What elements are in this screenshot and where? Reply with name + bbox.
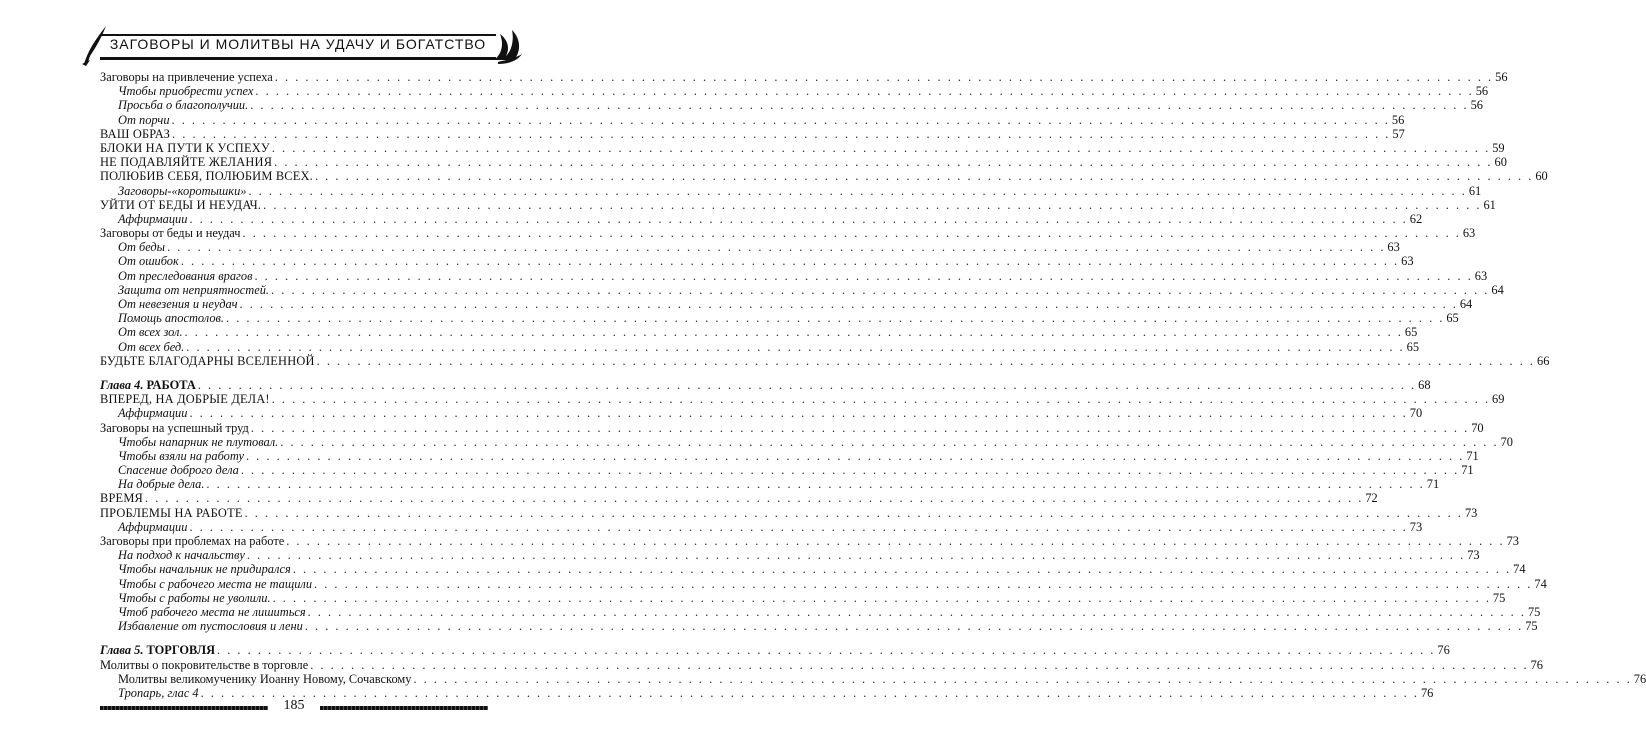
- toc-entry-title: БУДЬТЕ БЛАГОДАРНЫ ВСЕЛЕННОЙ: [100, 353, 315, 368]
- footer-rule-right: [320, 706, 488, 710]
- toc-entry: [100, 112, 1405, 127]
- toc-entry-title: Чтобы напарник не плутовал.: [118, 434, 279, 449]
- toc-entry: [100, 491, 1378, 506]
- toc-page-number: 76: [1530, 657, 1543, 672]
- toc-entry: [100, 657, 1543, 672]
- toc-page-number: 56: [1470, 98, 1483, 113]
- toc-entry-title: ПОЛЮБИВ СЕБЯ, ПОЛЮБИМ ВСЕХ.: [100, 169, 313, 184]
- dot-leader: . . . . . . . . . . . . . . . . . . . . . . . . . . . . . . . . . . . . . . . . . . . . . . . . . . . . . . . . . . . . . . . . . . . . . . . . . . . . . . . . . . . . . . . . . . . . . . . . . . . . . . . . . . . . . . . . . . . . . . . .: [250, 98, 1469, 113]
- dot-leader: . . . . . . . . . . . . . . . . . . . . . . . . . . . . . . . . . . . . . . . . . . . . . . . . . . . . . . . . . . . . . . . . . . . . . . . . . . . . . . . . . . . . . . . . . . . . . . . . . . . . . . . . . . . . . . . . . . . . . . . .: [292, 562, 1512, 577]
- toc-page-number: 75: [1525, 619, 1538, 634]
- toc-entry-title: Спасение доброго дела: [118, 463, 239, 478]
- toc-entry-title: От невезения и неудач: [118, 297, 238, 311]
- toc-entry-title: Заговоры-«коротышки»: [118, 183, 247, 198]
- dot-leader: . . . . . . . . . . . . . . . . . . . . . . . . . . . . . . . . . . . . . . . . . . . . . . . . . . . . . . . . . . . . . . . . . . . . . . . . . . . . . . . . . . . . . . . . . . . . . . . . . . . . . . . . . . . . . . . . . . . . . . . .: [244, 505, 1463, 520]
- toc-entry: [100, 98, 1483, 113]
- toc-entry-title: ВПЕРЕД, НА ДОБРЫЕ ДЕЛА!: [100, 392, 270, 407]
- toc-entry: [100, 183, 1482, 198]
- toc-entry: [100, 548, 1480, 563]
- dot-leader: . . . . . . . . . . . . . . . . . . . . . . . . . . . . . . . . . . . . . . . . . . . . . . . . . . . . . . . . . . . . . . . . . . . . . . . . . . . . . . . . . . . . . . . . . . . . . . . . . . . . . . . . . . . . . . . . . . . . . . . .: [226, 311, 1445, 326]
- toc-entry-title: Защита от неприятностей.: [118, 282, 270, 297]
- toc-page-number: 59: [1492, 140, 1505, 155]
- toc-page-number: 76: [1437, 643, 1450, 658]
- dot-leader: . . . . . . . . . . . . . . . . . . . . . . . . . . . . . . . . . . . . . . . . . . . . . . . . . . . . . . . . . . . . . . . . . . . . . . . . . . . . . . . . . . . . . . . . . . . . . . . . . . . . . . . . . . . . . . . . . . . . . . . .: [189, 211, 1408, 226]
- toc-entry: [100, 140, 1505, 155]
- chapter-title: ТОРГОВЛЯ: [146, 643, 216, 658]
- dot-leader: . . . . . . . . . . . . . . . . . . . . . . . . . . . . . . . . . . . . . . . . . . . . . . . . . . . . . . . . . . . . . . . . . . . . . . . . . . . . . . . . . . . . . . . . . . . . . . . . . . . . . . . . . . . . . . . . . . . . . . . .: [271, 392, 1491, 407]
- toc-page-number: 72: [1365, 491, 1378, 506]
- toc-entry-title: Чтобы взяли на работу: [118, 448, 244, 463]
- chapter-title: РАБОТА: [146, 377, 196, 392]
- toc-entry-title: От всех бед.: [118, 339, 185, 354]
- toc-entry: [100, 477, 1440, 492]
- toc-page-number: 69: [1492, 392, 1505, 407]
- toc-entry-title: Заговоры на успешный труд: [100, 420, 249, 435]
- toc-entry-title: От преследования врагов: [118, 268, 253, 283]
- dot-leader: . . . . . . . . . . . . . . . . . . . . . . . . . . . . . . . . . . . . . . . . . . . . . . . . . . . . . . . . . . . . . . . . . . . . . . . . . . . . . . . . . . . . . . . . . . . . . . . . . . . . . . . . . . . . . . . . . . . . . . . .: [307, 604, 1526, 619]
- toc-entry: [100, 448, 1479, 463]
- toc-entry-title: Заговоры на привлечение успеха: [100, 70, 273, 84]
- toc-page-number: 66: [1537, 353, 1550, 368]
- toc-entry-title: Просьба о благополучии.: [118, 98, 249, 113]
- toc-entry-title: Заговоры при проблемах на работе: [100, 534, 285, 548]
- toc-entry-title: Чтобы с работы не уволили.: [118, 590, 271, 605]
- dot-leader: . . . . . . . . . . . . . . . . . . . . . . . . . . . . . . . . . . . . . . . . . . . . . . . . . . . . . . . . . . . . . . . . . . . . . . . . . . . . . . . . . . . . . . . . . . . . . . . . . . . . . . . . . . . . . . . . . . . . . . . .: [263, 197, 1482, 212]
- toc-entry: [100, 434, 1513, 449]
- dot-leader: . . . . . . . . . . . . . . . . . . . . . . . . . . . . . . . . . . . . . . . . . . . . . . . . . . . . . . . . . . . . . . . . . . . . . . . . . . . . . . . . . . . . . . . . . . . . . . . . . . . . . . . . . . . . . . . . . . . . . . . .: [172, 126, 1391, 141]
- toc-entry: [100, 353, 1550, 368]
- toc-entry: [100, 671, 1646, 686]
- dot-leader: . . . . . . . . . . . . . . . . . . . . . . . . . . . . . . . . . . . . . . . . . . . . . . . . . . . . . . . . . . . . . . . . . . . . . . . . . . . . . . . . . . . . . . . . . . . . . . . . . . . . . . . . . . . . . . . . . . . . . . . .: [171, 112, 1390, 127]
- toc-page-number: 60: [1494, 155, 1507, 170]
- toc-entry: [100, 226, 1476, 241]
- toc-entry: [100, 282, 1504, 297]
- toc-entry: [100, 268, 1488, 283]
- dot-leader: . . . . . . . . . . . . . . . . . . . . . . . . . . . . . . . . . . . . . . . . . . . . . . . . . . . . . . . . . . . . . . . . . . . . . . . . . . . . . . . . . . . . . . . . . . . . . . . . . . . . . . . . . . . . . . . . . . . . . . . .: [145, 491, 1364, 506]
- toc-entry: [100, 325, 1418, 340]
- toc-page-number: 73: [1464, 505, 1478, 520]
- chapter-number: Глава 4.: [100, 377, 144, 392]
- toc-entry: [100, 534, 1519, 548]
- toc-page-number: 63: [1387, 240, 1400, 255]
- toc-entry: [100, 254, 1414, 269]
- toc-page-number: 70: [1409, 406, 1423, 421]
- toc-page-number: 74: [1513, 562, 1526, 577]
- dot-leader: . . . . . . . . . . . . . . . . . . . . . . . . . . . . . . . . . . . . . . . . . . . . . . . . . . . . . . . . . . . . . . . . . . . . . . . . . . . . . . . . . . . . . . . . . . . . . . . . . . . . . . . . . . . . . . . . . . . . . . . .: [167, 240, 1386, 255]
- toc-page-number: 71: [1426, 477, 1440, 492]
- running-header: [80, 22, 520, 66]
- toc-entry-title: Помощь апостолов.: [118, 311, 225, 326]
- toc-entry: [100, 619, 1538, 634]
- toc-entry-title: [100, 378, 196, 392]
- dot-leader: . . . . . . . . . . . . . . . . . . . . . . . . . . . . . . . . . . . . . . . . . . . . . . . . . . . . . . . . . . . . . . . . . . . . . . . . . . . . . . . . . . . . . . . . . . . . . . . . . . . . . . . . . . . . . . . . . . . . . . . .: [271, 282, 1490, 297]
- toc-entry: [100, 604, 1541, 619]
- toc-page-number: 73: [1506, 534, 1519, 548]
- dot-leader: . . . . . . . . . . . . . . . . . . . . . . . . . . . . . . . . . . . . . . . . . . . . . . . . . . . . . . . . . . . . . . . . . . . . . . . . . . . . . . . . . . . . . . . . . . . . . . . . . . . . . . . . . . . . . . . . . . . . . . . .: [314, 576, 1533, 591]
- toc-entry-title: От всех зол.: [118, 325, 183, 340]
- toc-page-number: 61: [1483, 197, 1496, 212]
- table-of-contents: [100, 70, 1646, 700]
- dot-leader: . . . . . . . . . . . . . . . . . . . . . . . . . . . . . . . . . . . . . . . . . . . . . . . . . . . . . . . . . . . . . . . . . . . . . . . . . . . . . . . . . . . . . . . . . . . . . . . . . . . . . . . . . . . . . . . . . . . . . . . .: [274, 155, 1493, 170]
- toc-entry-title: НЕ ПОДАВЛЯЙТЕ ЖЕЛАНИЯ: [100, 155, 273, 170]
- toc-page-number: 68: [1418, 377, 1431, 392]
- header-title: ЗАГОВОРЫ И МОЛИТВЫ НА УДАЧУ И БОГАТСТВО: [109, 36, 487, 52]
- toc-page-number: 63: [1474, 268, 1488, 283]
- dot-leader: . . . . . . . . . . . . . . . . . . . . . . . . . . . . . . . . . . . . . . . . . . . . . . . . . . . . . . . . . . . . . . . . . . . . . . . . . . . . . . . . . . . . . . . . . . . . . . . . . . . . . . . . . . . . . . . . . . . . . . . .: [271, 140, 1491, 155]
- dot-leader: . . . . . . . . . . . . . . . . . . . . . . . . . . . . . . . . . . . . . . . . . . . . . . . . . . . . . . . . . . . . . . . . . . . . . . . . . . . . . . . . . . . . . . . . . . . . . . . . . . . . . . . . . . . . . . . . . . . . . . . .: [280, 434, 1499, 449]
- toc-page-number: 73: [1409, 519, 1423, 534]
- toc-entry-title: Аффирмации: [118, 519, 188, 534]
- chapter-number: Глава 5.: [100, 643, 144, 658]
- toc-entry: [100, 169, 1548, 184]
- toc-entry-title: ВАШ ОБРАЗ: [100, 126, 171, 141]
- toc-page-number: 74: [1534, 576, 1547, 591]
- toc-entry-title: Чтобы начальник не придирался: [118, 562, 291, 577]
- toc-page-number: 63: [1401, 254, 1414, 269]
- dot-leader: . . . . . . . . . . . . . . . . . . . . . . . . . . . . . . . . . . . . . . . . . . . . . . . . . . . . . . . . . . . . . . . . . . . . . . . . . . . . . . . . . . . . . . . . . . . . . . . . . . . . . . . . . . . . . . . . . . . . . . . .: [304, 619, 1524, 634]
- dot-leader: . . . . . . . . . . . . . . . . . . . . . . . . . . . . . . . . . . . . . . . . . . . . . . . . . . . . . . . . . . . . . . . . . . . . . . . . . . . . . . . . . . . . . . . . . . . . . . . . . . . . . . . . . . . . . . . . . . . . . . . .: [286, 534, 1505, 548]
- dot-leader: . . . . . . . . . . . . . . . . . . . . . . . . . . . . . . . . . . . . . . . . . . . . . . . . . . . . . . . . . . . . . . . . . . . . . . . . . . . . . . . . . . . . . . . . . . . . . . . . . . . . . . . . . . . . . . . . . . . . . . . .: [272, 590, 1491, 605]
- toc-entry-title: От ошибок: [118, 254, 179, 269]
- toc-entry-title: [100, 643, 215, 657]
- toc-page-number: 73: [1467, 548, 1480, 563]
- dot-leader: . . . . . . . . . . . . . . . . . . . . . . . . . . . . . . . . . . . . . . . . . . . . . . . . . . . . . . . . . . . . . . . . . . . . . . . . . . . . . . . . . . . . . . . . . . . . . . . . . . . . . . . . . . . . . . . . . . . . . . . .: [245, 448, 1465, 463]
- toc-entry-title: Аффирмации: [118, 406, 188, 421]
- toc-entry: [100, 311, 1459, 326]
- toc-entry: [100, 505, 1478, 520]
- toc-entry: [100, 197, 1496, 212]
- toc-entry-title: Чтобы с рабочего места не тащили: [118, 576, 313, 591]
- dot-leader: . . . . . . . . . . . . . . . . . . . . . . . . . . . . . . . . . . . . . . . . . . . . . . . . . . . . . . . . . . . . . . . . . . . . . . . . . . . . . . . . . . . . . . . . . . . . . . . . . . . . . . . . . . . . . . . . . . . . . . . .: [197, 377, 1417, 392]
- toc-chapter-entry: [100, 377, 1431, 392]
- toc-entry: [100, 562, 1526, 577]
- toc-page-number: 71: [1461, 463, 1474, 478]
- toc-page-number: 65: [1406, 339, 1420, 354]
- toc-entry-title: На подход к начальству: [118, 548, 245, 563]
- toc-entry: [100, 126, 1405, 141]
- toc-entry-title: ВРЕМЯ: [100, 491, 144, 506]
- toc-entry-title: УЙТИ ОТ БЕДЫ И НЕУДАЧ.: [100, 197, 262, 212]
- toc-page-number: 76: [1633, 671, 1646, 686]
- toc-entry: [100, 420, 1484, 435]
- toc-page-number: 64: [1459, 297, 1473, 311]
- toc-page-number: 65: [1404, 325, 1418, 340]
- dot-leader: . . . . . . . . . . . . . . . . . . . . . . . . . . . . . . . . . . . . . . . . . . . . . . . . . . . . . . . . . . . . . . . . . . . . . . . . . . . . . . . . . . . . . . . . . . . . . . . . . . . . . . . . . . . . . . . . . . . . . . . .: [239, 297, 1458, 311]
- toc-entry-title: БЛОКИ НА ПУТИ К УСПЕХУ: [100, 140, 270, 155]
- toc-entry-title: Тропарь, глас 4: [118, 685, 199, 700]
- section-gap: [100, 368, 488, 378]
- toc-page-number: 75: [1527, 604, 1541, 619]
- toc-page-number: 56: [1391, 112, 1405, 127]
- toc-page-number: 63: [1462, 226, 1476, 241]
- toc-entry: [100, 339, 1420, 354]
- dot-leader: . . . . . . . . . . . . . . . . . . . . . . . . . . . . . . . . . . . . . . . . . . . . . . . . . . . . . . . . . . . . . . . . . . . . . . . . . . . . . . . . . . . . . . . . . . . . . . . . . . . . . . . . . . . . . . . . . . . . . . . .: [242, 226, 1461, 241]
- dot-leader: . . . . . . . . . . . . . . . . . . . . . . . . . . . . . . . . . . . . . . . . . . . . . . . . . . . . . . . . . . . . . . . . . . . . . . . . . . . . . . . . . . . . . . . . . . . . . . . . . . . . . . . . . . . . . . . . . . . . . . . .: [250, 420, 1470, 435]
- toc-entry-title: Избавление от пустословия и лени: [118, 619, 303, 634]
- dot-leader: . . . . . . . . . . . . . . . . . . . . . . . . . . . . . . . . . . . . . . . . . . . . . . . . . . . . . . . . . . . . . . . . . . . . . . . . . . . . . . . . . . . . . . . . . . . . . . . . . . . . . . . . . . . . . . . . . . . . . . . .: [413, 671, 1632, 686]
- dot-leader: . . . . . . . . . . . . . . . . . . . . . . . . . . . . . . . . . . . . . . . . . . . . . . . . . . . . . . . . . . . . . . . . . . . . . . . . . . . . . . . . . . . . . . . . . . . . . . . . . . . . . . . . . . . . . . . . . . . . . . . .: [246, 548, 1466, 563]
- toc-entry-title: Молитвы великомученику Иоанну Новому, Сочавскому: [118, 671, 412, 686]
- toc-page-number: 61: [1468, 183, 1482, 198]
- toc-page-number: 70: [1500, 434, 1513, 449]
- toc-page-number: 65: [1446, 311, 1459, 326]
- dot-leader: . . . . . . . . . . . . . . . . . . . . . . . . . . . . . . . . . . . . . . . . . . . . . . . . . . . . . . . . . . . . . . . . . . . . . . . . . . . . . . . . . . . . . . . . . . . . . . . . . . . . . . . . . . . . . . . . . . . . . . . .: [206, 477, 1425, 492]
- toc-entry-title: Молитвы о покровительстве в торговле: [100, 657, 309, 672]
- toc-page-number: 62: [1409, 211, 1423, 226]
- toc-page-number: 76: [1420, 685, 1434, 700]
- dot-leader: . . . . . . . . . . . . . . . . . . . . . . . . . . . . . . . . . . . . . . . . . . . . . . . . . . . . . . . . . . . . . . . . . . . . . . . . . . . . . . . . . . . . . . . . . . . . . . . . . . . . . . . . . . . . . . . . . . . . . . . .: [217, 643, 1436, 658]
- dot-leader: . . . . . . . . . . . . . . . . . . . . . . . . . . . . . . . . . . . . . . . . . . . . . . . . . . . . . . . . . . . . . . . . . . . . . . . . . . . . . . . . . . . . . . . . . . . . . . . . . . . . . . . . . . . . . . . . . . . . . . . .: [310, 657, 1529, 672]
- page-number: 185: [283, 698, 305, 713]
- toc-entry: [100, 84, 1489, 99]
- toc-entry-title: Чтоб рабочего места не лишиться: [118, 604, 306, 619]
- toc-page-number: 75: [1492, 590, 1506, 605]
- dot-leader: . . . . . . . . . . . . . . . . . . . . . . . . . . . . . . . . . . . . . . . . . . . . . . . . . . . . . . . . . . . . . . . . . . . . . . . . . . . . . . . . . . . . . . . . . . . . . . . . . . . . . . . . . . . . . . . . . . . . . . . .: [186, 339, 1405, 354]
- toc-entry: [100, 406, 1423, 421]
- toc-entry-title: От беды: [118, 240, 166, 255]
- dot-leader: . . . . . . . . . . . . . . . . . . . . . . . . . . . . . . . . . . . . . . . . . . . . . . . . . . . . . . . . . . . . . . . . . . . . . . . . . . . . . . . . . . . . . . . . . . . . . . . . . . . . . . . . . . . . . . . . . . . . . . . .: [314, 169, 1534, 184]
- toc-entry-title: Заговоры от беды и неудач: [100, 226, 241, 241]
- dot-leader: . . . . . . . . . . . . . . . . . . . . . . . . . . . . . . . . . . . . . . . . . . . . . . . . . . . . . . . . . . . . . . . . . . . . . . . . . . . . . . . . . . . . . . . . . . . . . . . . . . . . . . . . . . . . . . . . . . . . . . . .: [248, 183, 1467, 198]
- toc-page-number: 56: [1475, 84, 1489, 99]
- toc-entry: [100, 155, 1507, 170]
- page-footer: [100, 698, 488, 720]
- flame-ornament-icon: [492, 24, 526, 64]
- dot-leader: . . . . . . . . . . . . . . . . . . . . . . . . . . . . . . . . . . . . . . . . . . . . . . . . . . . . . . . . . . . . . . . . . . . . . . . . . . . . . . . . . . . . . . . . . . . . . . . . . . . . . . . . . . . . . . . . . . . . . . . .: [189, 519, 1408, 534]
- toc-entry: [100, 392, 1505, 407]
- dot-leader: . . . . . . . . . . . . . . . . . . . . . . . . . . . . . . . . . . . . . . . . . . . . . . . . . . . . . . . . . . . . . . . . . . . . . . . . . . . . . . . . . . . . . . . . . . . . . . . . . . . . . . . . . . . . . . . . . . . . . . . .: [254, 268, 1473, 283]
- toc-entry-title: На добрые дела.: [118, 477, 205, 492]
- dot-leader: . . . . . . . . . . . . . . . . . . . . . . . . . . . . . . . . . . . . . . . . . . . . . . . . . . . . . . . . . . . . . . . . . . . . . . . . . . . . . . . . . . . . . . . . . . . . . . . . . . . . . . . . . . . . . . . . . . . . . . . .: [189, 406, 1408, 421]
- toc-entry: [100, 297, 1473, 311]
- dot-leader: . . . . . . . . . . . . . . . . . . . . . . . . . . . . . . . . . . . . . . . . . . . . . . . . . . . . . . . . . . . . . . . . . . . . . . . . . . . . . . . . . . . . . . . . . . . . . . . . . . . . . . . . . . . . . . . . . . . . . . . .: [184, 325, 1403, 340]
- toc-page-number: 57: [1392, 126, 1405, 141]
- toc-entry: [100, 519, 1423, 534]
- toc-entry: [100, 70, 1508, 84]
- dot-leader: . . . . . . . . . . . . . . . . . . . . . . . . . . . . . . . . . . . . . . . . . . . . . . . . . . . . . . . . . . . . . . . . . . . . . . . . . . . . . . . . . . . . . . . . . . . . . . . . . . . . . . . . . . . . . . . . . . . . . . . .: [316, 353, 1535, 368]
- toc-entry-title: Аффирмации: [118, 211, 188, 226]
- toc-entry: [100, 463, 1474, 478]
- toc-page-number: 70: [1471, 420, 1484, 435]
- toc-entry: [100, 590, 1506, 605]
- toc-page-number: 71: [1466, 448, 1479, 463]
- dot-leader: . . . . . . . . . . . . . . . . . . . . . . . . . . . . . . . . . . . . . . . . . . . . . . . . . . . . . . . . . . . . . . . . . . . . . . . . . . . . . . . . . . . . . . . . . . . . . . . . . . . . . . . . . . . . . . . . . . . . . . . .: [255, 84, 1474, 99]
- toc-chapter-entry: [100, 643, 1450, 658]
- toc-entry-title: ПРОБЛЕМЫ НА РАБОТЕ: [100, 505, 243, 520]
- toc-page-number: 64: [1491, 282, 1504, 297]
- dot-leader: . . . . . . . . . . . . . . . . . . . . . . . . . . . . . . . . . . . . . . . . . . . . . . . . . . . . . . . . . . . . . . . . . . . . . . . . . . . . . . . . . . . . . . . . . . . . . . . . . . . . . . . . . . . . . . . . . . . . . . . .: [274, 70, 1494, 84]
- toc-entry: [100, 211, 1423, 226]
- toc-entry: [100, 240, 1400, 255]
- toc-entry: [100, 576, 1547, 591]
- toc-entry-title: Чтобы приобрести успех: [118, 84, 254, 99]
- dot-leader: . . . . . . . . . . . . . . . . . . . . . . . . . . . . . . . . . . . . . . . . . . . . . . . . . . . . . . . . . . . . . . . . . . . . . . . . . . . . . . . . . . . . . . . . . . . . . . . . . . . . . . . . . . . . . . . . . . . . . . . .: [200, 685, 1419, 700]
- toc-entry-title: От порчи: [118, 112, 170, 127]
- toc-page-number: 56: [1495, 70, 1508, 84]
- footer-rule-left: [100, 706, 268, 710]
- toc-page-number: 60: [1535, 169, 1548, 184]
- dot-leader: . . . . . . . . . . . . . . . . . . . . . . . . . . . . . . . . . . . . . . . . . . . . . . . . . . . . . . . . . . . . . . . . . . . . . . . . . . . . . . . . . . . . . . . . . . . . . . . . . . . . . . . . . . . . . . . . . . . . . . . .: [240, 463, 1460, 478]
- dot-leader: . . . . . . . . . . . . . . . . . . . . . . . . . . . . . . . . . . . . . . . . . . . . . . . . . . . . . . . . . . . . . . . . . . . . . . . . . . . . . . . . . . . . . . . . . . . . . . . . . . . . . . . . . . . . . . . . . . . . . . . .: [180, 254, 1400, 269]
- section-gap: [100, 633, 488, 643]
